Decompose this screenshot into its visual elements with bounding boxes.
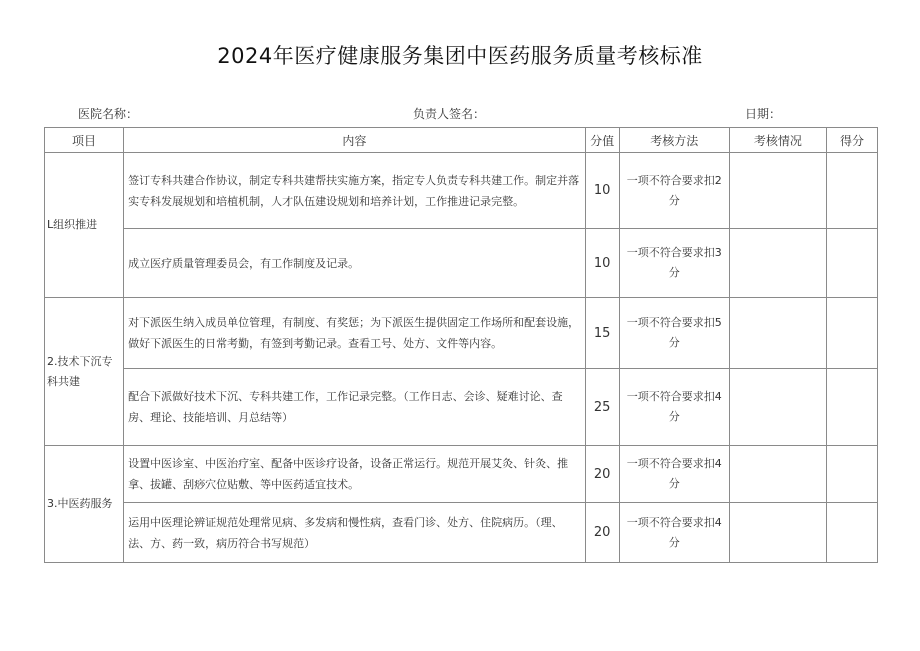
row-points-cell[interactable] — [826, 153, 877, 229]
section-project-2: 2.技术下沉专科共建 — [45, 298, 124, 446]
row-status-cell[interactable] — [729, 446, 826, 503]
row-status-cell[interactable] — [729, 298, 826, 369]
header-points: 得分 — [826, 128, 877, 153]
hospital-name-label: 医院名称： — [78, 107, 139, 121]
row-method: 一项不符合要求扣4分 — [619, 446, 729, 503]
row-score: 20 — [585, 503, 619, 563]
table-header-row — [45, 128, 878, 153]
table-row — [45, 446, 878, 503]
row-method: 一项不符合要求扣4分 — [619, 503, 729, 563]
row-score: 20 — [585, 446, 619, 503]
row-points-cell[interactable] — [826, 503, 877, 563]
row-content: 运用中医理论辨证规范处理常见病、多发病和慢性病，查看门诊、处方、住院病历。（理、法、方、药一致，病历符合书写规范） — [124, 503, 586, 563]
row-status-cell[interactable] — [729, 369, 826, 446]
row-status-cell[interactable] — [729, 153, 826, 229]
table-row — [45, 153, 878, 229]
row-points-cell[interactable] — [826, 229, 877, 298]
row-score: 10 — [585, 229, 619, 298]
header-score: 分值 — [585, 128, 619, 153]
row-status-cell[interactable] — [729, 229, 826, 298]
assessment-table — [44, 127, 878, 563]
row-content: 成立医疗质量管理委员会，有工作制度及记录。 — [124, 229, 586, 298]
table-row — [45, 298, 878, 369]
section-project-1: L组织推进 — [45, 153, 124, 298]
row-content: 对下派医生纳入成员单位管理，有制度、有奖惩；为下派医生提供固定工作场所和配套设施，做好下派医生的日常考勤，有签到考勤记录。查看工号、处方、文件等内容。 — [124, 298, 586, 369]
row-points-cell[interactable] — [826, 298, 877, 369]
row-points-cell[interactable] — [826, 446, 877, 503]
row-method: 一项不符合要求扣4分 — [619, 369, 729, 446]
header-content: 内容 — [124, 128, 586, 153]
page-title: 2024年医疗健康服务集团中医药服务质量考核标准 — [217, 44, 703, 68]
row-points-cell[interactable] — [826, 369, 877, 446]
date-label: 日期： — [745, 107, 782, 121]
row-score: 10 — [585, 153, 619, 229]
table-row — [45, 503, 878, 563]
section-project-3: 3.中医药服务 — [45, 446, 124, 563]
row-status-cell[interactable] — [729, 503, 826, 563]
row-score: 25 — [585, 369, 619, 446]
responsible-person-signature-label: 负责人签名： — [413, 107, 486, 121]
table-row — [45, 229, 878, 298]
row-score: 15 — [585, 298, 619, 369]
row-content: 配合下派做好技术下沉、专科共建工作，工作记录完整。（工作日志、会诊、疑难讨论、查房、理论、技能培训、月总结等） — [124, 369, 586, 446]
table-row — [45, 369, 878, 446]
row-method: 一项不符合要求扣5分 — [619, 298, 729, 369]
row-method: 一项不符合要求扣3分 — [619, 229, 729, 298]
row-method: 一项不符合要求扣2分 — [619, 153, 729, 229]
row-content: 设置中医诊室、中医治疗室、配备中医诊疗设备，设备正常运行。规范开展艾灸、针灸、推拿、拔罐、刮痧穴位贴敷、等中医药适宜技术。 — [124, 446, 586, 503]
header-project: 项目 — [45, 128, 124, 153]
header-status: 考核情况 — [729, 128, 826, 153]
row-content: 签订专科共建合作协议，制定专科共建帮扶实施方案，指定专人负责专科共建工作。制定并落实专科发展规划和培植机制，人才队伍建设规划和培养计划，工作推进记录完整。 — [124, 153, 586, 229]
header-method: 考核方法 — [619, 128, 729, 153]
